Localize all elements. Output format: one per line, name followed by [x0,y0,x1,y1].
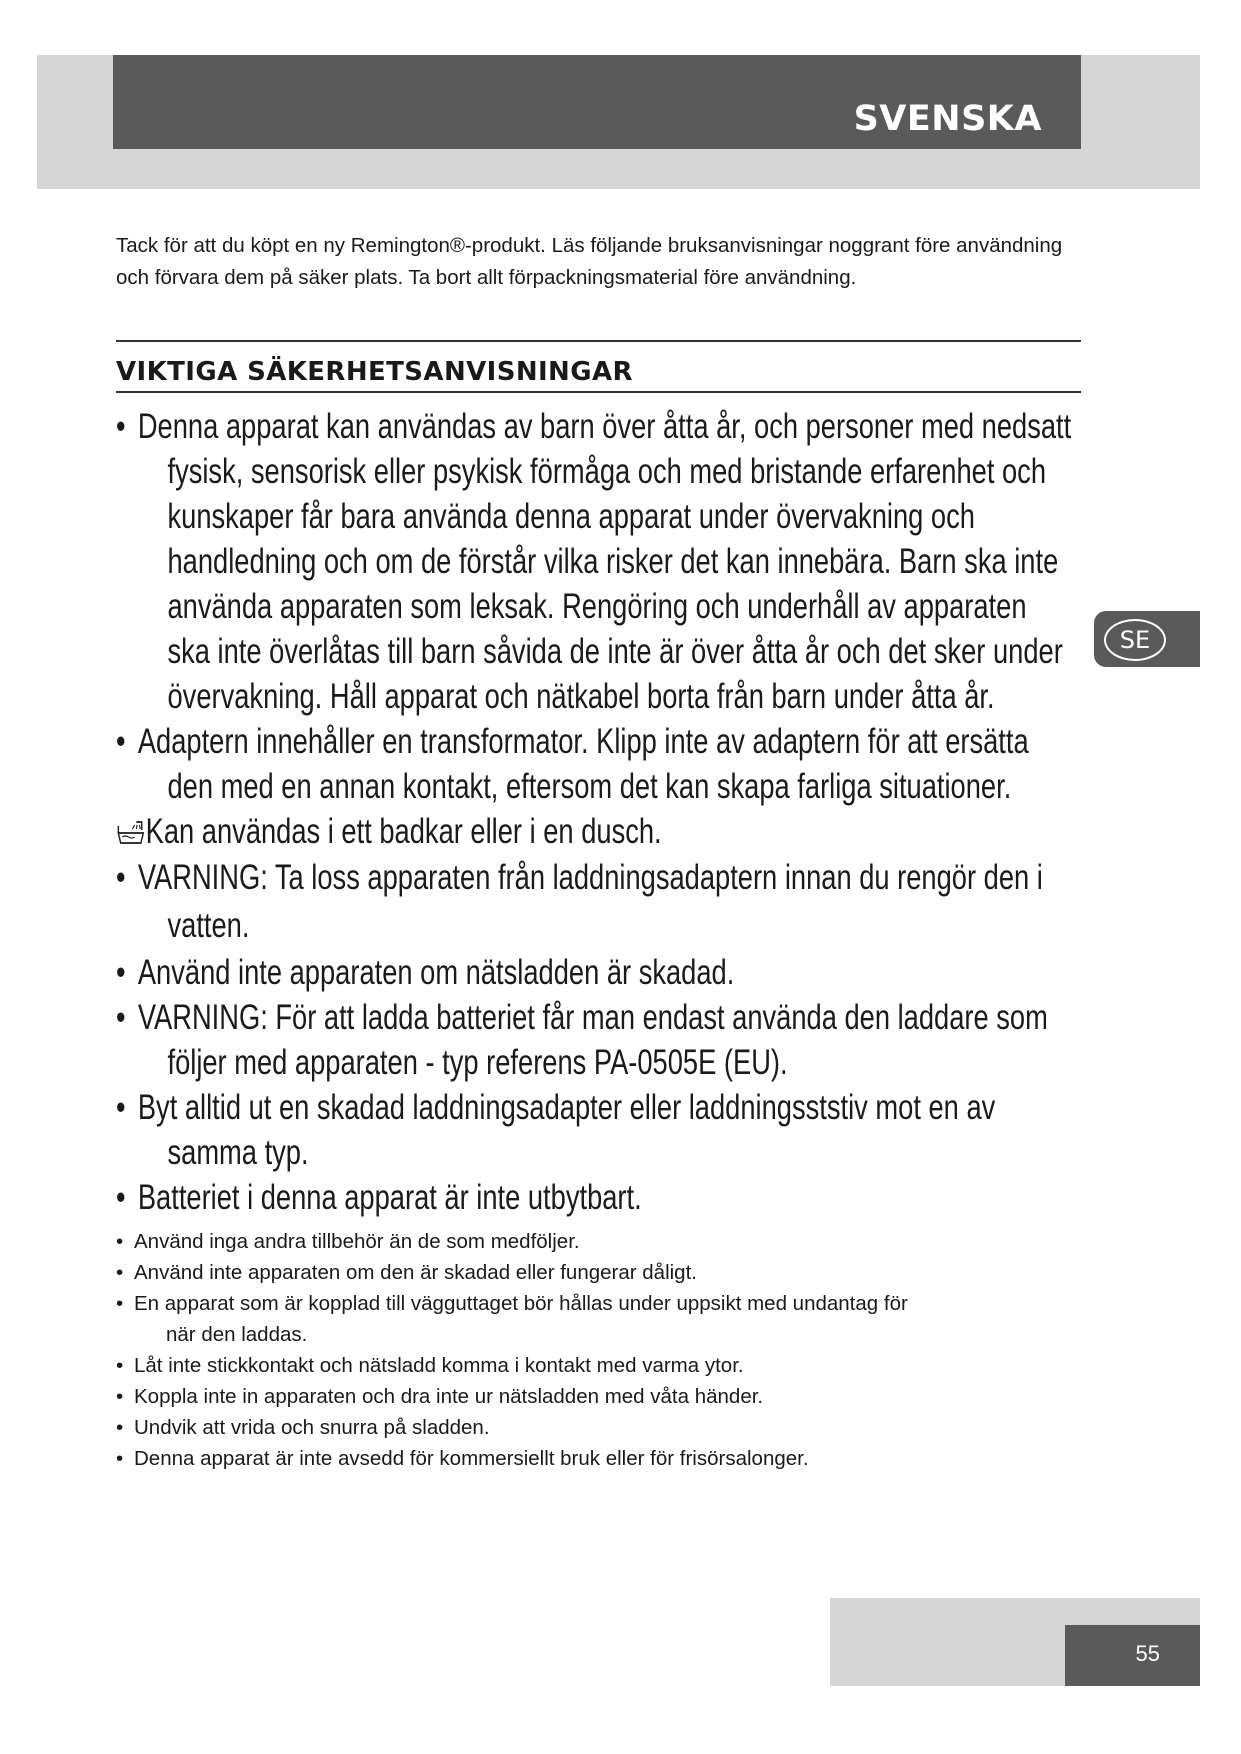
safety-list-large [116,404,1075,1220]
bullet: • [116,953,126,992]
list-item: • Använd inte apparaten om den är skadad eller fungerar dåligt. [116,1257,1086,1288]
list-item: • En apparat som är kopplad till vägguttaget bör hållas under uppsikt med undantag för när den laddas. [116,1288,1086,1350]
list-item: • Koppla inte in apparaten och dra inte ur nätsladden med våta händer. [116,1381,1086,1412]
footer-page-box [1065,1625,1200,1686]
page-number: 55 [1135,1641,1160,1666]
list-item: • Denna apparat kan användas av barn över åtta år, och personer med nedsatt fysisk, sensorisk eller psykisk förmåga och med bristande erfarenhet och kunskaper får bara använda denna apparat under övervakning och handledning och om de förstår vilka risker det kan innebära. Barn ska inte använda apparaten som leksak. Rengöring och underhåll av apparaten ska inte överlåtas till barn såvida de inte är över åtta år och det sker under övervakning. Håll apparat och nätkabel borta från barn under åtta år. [116,404,1075,719]
list-item: • VARNING: Ta loss apparaten från laddningsadaptern innan du rengör den i vatten. [116,854,1075,950]
bullet: • [116,1447,124,1470]
bullet: • [116,1178,126,1217]
bullet: • [116,1354,124,1377]
intro-paragraph: Tack för att du köpt en ny Remington®-produkt. Läs följande bruksanvisningar noggrant före användning och förvara dem på säker plats. Ta bort allt förpackningsmaterial före användning. [116,234,1063,289]
language-badge: SE [1104,619,1166,661]
bullet: • [116,1385,124,1408]
list-item: • Undvik att vrida och snurra på sladden. [116,1412,1086,1443]
bullet: • [116,998,126,1037]
list-item: • Använd inte apparaten om nätsladden är skadad. [116,950,1075,995]
bullet: • [116,407,126,446]
list-item: • Låt inte stickkontakt och nätsladd komma i kontakt med varma ytor. [116,1350,1086,1381]
bullet: • [116,722,126,761]
list-item: • Använd inga andra tillbehör än de som medföljer. [116,1226,1086,1257]
header-bar [113,55,1081,149]
section-title: VIKTIGA SÄKERHETSANVISNINGAR [116,357,633,387]
bullet: • [116,1416,124,1439]
language-tab [1094,611,1200,667]
list-item: • VARNING: För att ladda batteriet får man endast använda den laddare som följer med apparaten - typ referens PA-0505E (EU). [116,995,1075,1085]
bathtub-shower-icon [116,817,146,847]
section-rule-top [116,340,1081,342]
page-title: SVENSKA [853,99,1042,139]
list-item-bath: Kan användas i ett badkar eller i en dusch. [116,809,1075,854]
list-item: • Byt alltid ut en skadad laddningsadapter eller laddningsststiv mot en av samma typ. [116,1085,1075,1175]
bullet: • [116,858,126,897]
list-item: • Denna apparat är inte avsedd för kommersiellt bruk eller för frisörsalonger. [116,1443,1086,1474]
bullet: • [116,1261,124,1284]
list-item: • Adaptern innehåller en transformator. Klipp inte av adaptern för att ersätta den med en annan kontakt, eftersom det kan skapa farliga situationer. [116,719,1075,809]
list-item: • Batteriet i denna apparat är inte utbytbart. [116,1175,1075,1220]
bullet: • [116,1292,124,1315]
bullet: • [116,1088,126,1127]
safety-list-small [116,1226,1086,1474]
bullet: • [116,1230,124,1253]
section-rule-bottom [116,391,1081,393]
